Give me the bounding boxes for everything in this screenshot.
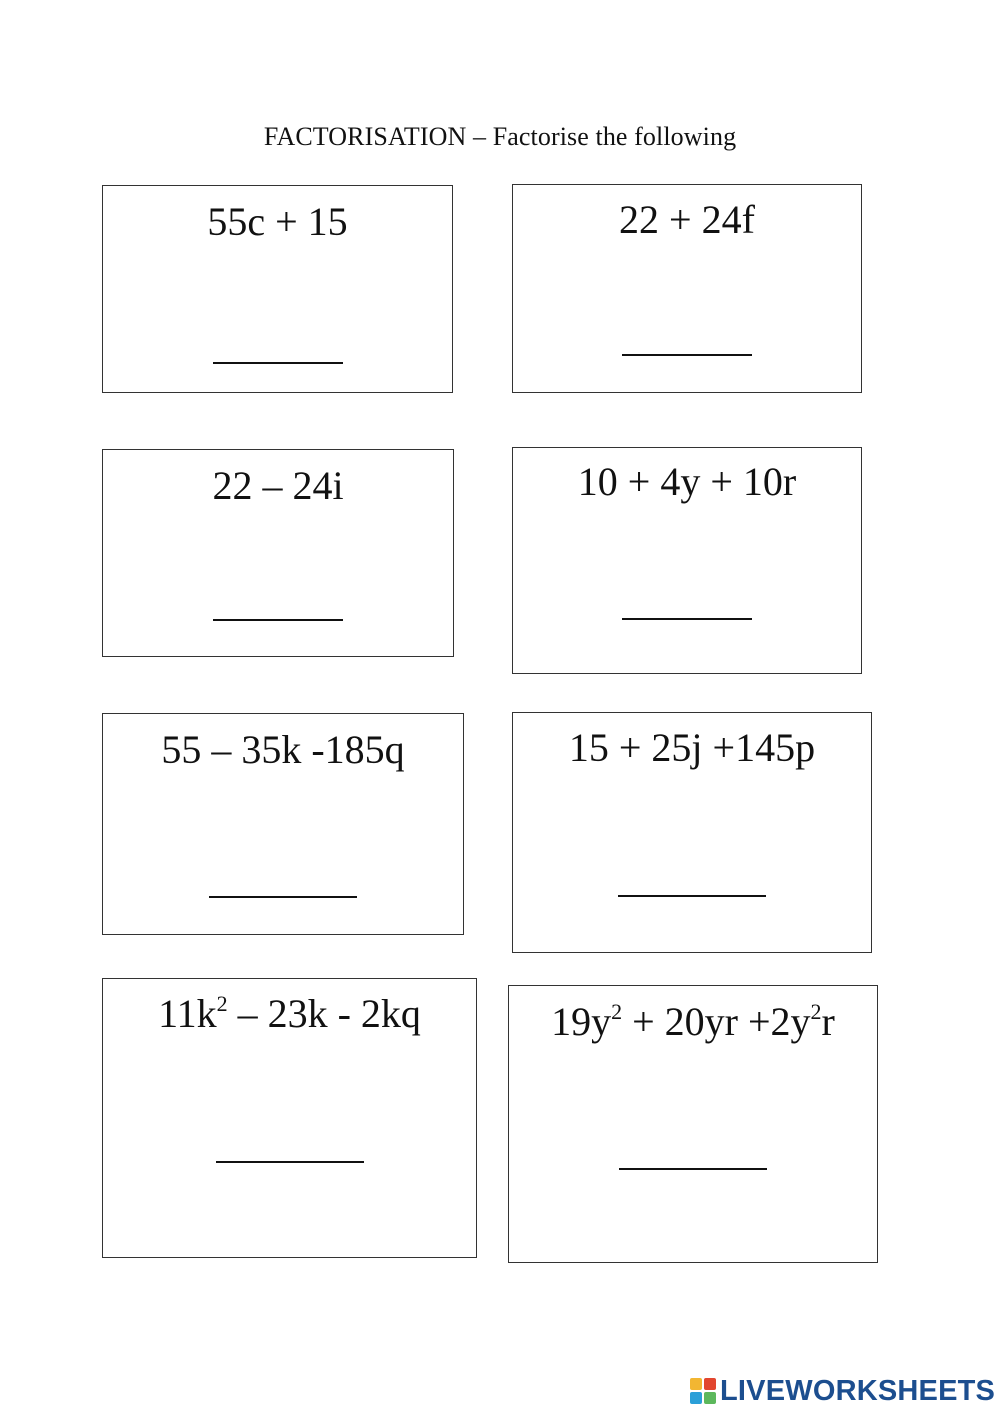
answer-field-5[interactable] — [209, 896, 357, 898]
expression-7-part-a: 11k — [158, 991, 217, 1036]
expression-7-part-b: – 23k - 2kq — [227, 991, 421, 1036]
logo-square-1 — [690, 1378, 702, 1390]
logo-square-3 — [690, 1392, 702, 1404]
answer-field-2[interactable] — [622, 354, 752, 356]
exercise-card-7 — [102, 978, 477, 1258]
expression-4: 10 + 4y + 10r — [577, 459, 797, 504]
exercise-card-5 — [102, 713, 464, 935]
expression-6: 15 + 25j +145p — [568, 725, 816, 770]
expression-8 — [509, 999, 877, 1044]
expression-7-exponent: 2 — [216, 991, 228, 1016]
expression-1: 55c + 15 — [207, 199, 348, 244]
expression-7 — [103, 991, 476, 1036]
answer-field-6[interactable] — [618, 895, 766, 897]
expression-8-exponent-1: 2 — [611, 999, 623, 1024]
answer-field-4[interactable] — [622, 618, 752, 620]
expression-5: 55 – 35k -185q — [161, 727, 405, 772]
expression-8-exponent-2: 2 — [810, 999, 822, 1024]
expression-2: 22 + 24f — [619, 197, 755, 242]
expression-8-part-a: 19y — [551, 999, 612, 1044]
expression-8-part-c: r — [821, 999, 835, 1044]
expression-8-part-b: + 20yr +2y — [622, 999, 811, 1044]
expression-3: 22 – 24i — [212, 463, 344, 508]
answer-field-3[interactable] — [213, 619, 343, 621]
answer-field-7[interactable] — [216, 1161, 364, 1163]
liveworksheets-logo — [690, 1374, 995, 1408]
worksheet-title: FACTORISATION – Factorise the following — [263, 122, 737, 151]
exercise-card-4 — [512, 447, 862, 674]
liveworksheets-icon — [690, 1378, 716, 1404]
exercise-card-6 — [512, 712, 872, 953]
answer-field-1[interactable] — [213, 362, 343, 364]
exercise-card-3 — [102, 449, 454, 657]
answer-field-8[interactable] — [619, 1168, 767, 1170]
logo-square-2 — [704, 1378, 716, 1390]
liveworksheets-wordmark: LIVEWORKSHEETS — [720, 1374, 996, 1407]
exercise-card-8 — [508, 985, 878, 1263]
logo-square-4 — [704, 1392, 716, 1404]
exercise-card-1 — [102, 185, 453, 393]
exercise-card-2 — [512, 184, 862, 393]
